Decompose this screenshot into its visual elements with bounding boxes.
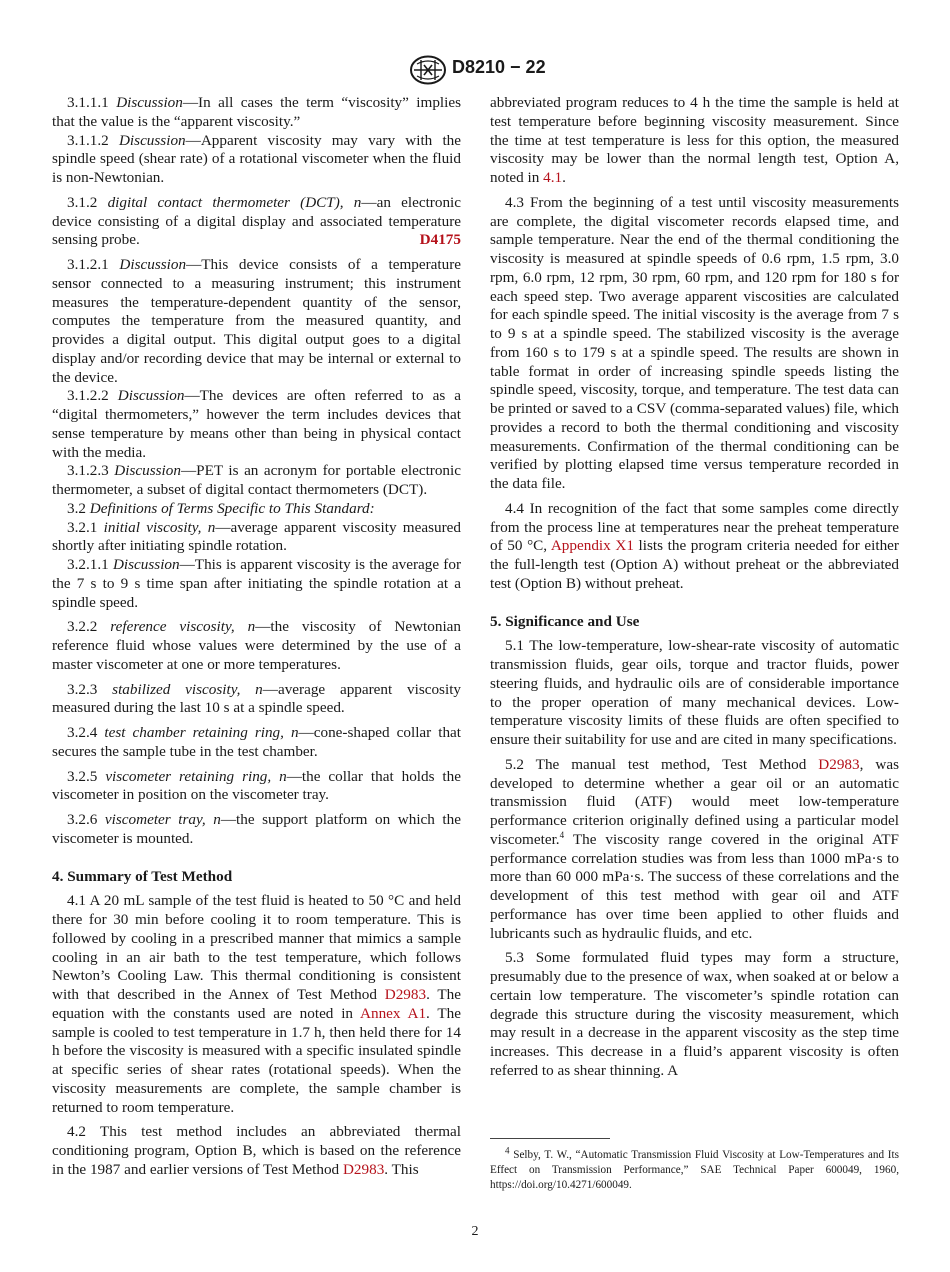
para-4-4: 4.4 In recognition of the fact that some samples come directly from the process line at temperatures near the preheat temperature of 50 °C, Appendix X1 lists the program criteria needed for either the full-length test (Option A) without preheat or the abbreviated test (Option B) without preheat. [490, 499, 899, 592]
para-3-2-4: 3.2.4 test chamber retaining ring, n—cone-shaped collar that secures the sample tube in the test chamber. [52, 724, 462, 760]
para-5-1: 5.1 The low-temperature, low-shear-rate viscosity of automatic transmission fluids, gear oils, torque and tractor fluids, power steering fluids, and hydraulic oils are of considerable importance to the proper operation of many mechanical devices. Low-temperature viscosity limits of these fluids are often specified to ensure their suitability for use and are cited in many specifications. [490, 637, 899, 748]
ref-link-d4175[interactable]: D4175 [419, 231, 461, 249]
ref-link-4-1[interactable]: 4.1 [543, 169, 563, 186]
para-4-2-continued: abbreviated program reduces to 4 h the time the sample is held at test temperature before beginning viscosity measurement. Since the time at test temperature is less for this option, the measured viscosity may be lower than the normal length test, Option A, noted in 4.1. [490, 94, 899, 186]
ref-link-appendix-x1[interactable]: Appendix X1 [550, 537, 634, 555]
footnote-marker[interactable]: 4 [559, 829, 565, 840]
page-number: 2 [471, 1224, 479, 1239]
right-column [490, 94, 899, 1081]
para-5-3: 5.3 Some formulated fluid types may form a structure, presumably due to the presence of wax, when soaked at or below a certain low temperature. The viscometer’s spindle rotation can degrade this structure during the viscosity measurement, which may result in a decrease in the apparent viscosity as the step time increases. This decrease in a fluid’s apparent viscosity is often referred to as shear thinning. A [490, 949, 899, 1079]
para-3-2-6: 3.2.6 viscometer tray, n—the support platform on which the viscometer is mounted. [52, 811, 461, 847]
standard-designation: D8210 − 22 [452, 57, 546, 77]
footnote-divider [490, 1138, 610, 1139]
para-4-3: 4.3 From the beginning of a test until viscosity measurements are complete, the digital viscometer records elapsed time, and sample temperature. Near the end of the thermal conditioning the viscosity is measured at spindle speeds of 0.6 rpm, 1.5 rpm, 3.0 rpm, 6.0 rpm, 12 rpm, 30 rpm, 60 rpm, and 120 rpm for 180 s for each speed step. Two average apparent viscosities are calculated for each spindle speed. The initial viscosity is the average from 7 s to 9 s at a spindle speed. The stabilized viscosity is the average from 160 s to 179 s at a spindle speed. The results are shown in table format in order of increasing spindle speeds listing the spindle speed, viscosity, torque, and temperature. The test data can be printed or saved to a CSV (comma-separated values) file, which provides a record to both the thermal conditioning and viscosity measurements. Confirmation of the thermal conditioning can be verified by plotting elapsed time versus temperature recorded in the data file. [490, 193, 899, 492]
para-3-1-1-2: 3.1.1.2 Discussion—Apparent viscosity may vary with the spindle speed (shear rate) of a rotational viscometer when the fluid is non-Newtonian. [52, 131, 462, 186]
section-4-heading: 4. Summary of Test Method [52, 867, 233, 885]
para-3-1-2-1: 3.1.2.1 Discussion—This device consists of a temperature sensor connected to a measuring instrument; this instrument measures the temperature-dependent quantity of the sensor, computes the temperature from the measured quantity, and provides a digital output. This digital output goes to a digital display and/or recording device that may be internal or external to the device. [52, 256, 462, 386]
para-3-1-2: 3.1.2 digital contact thermometer (DCT), n—an electronic device consisting of a digital display and associated temperature sensing probe. D4175 [52, 193, 461, 249]
para-4-2-start: 4.2 This test method includes an abbreviated thermal conditioning program, Option B, which is based on the reference in the 1987 and earlier versions of Test Method D2983. This [52, 1123, 461, 1178]
ref-link-d2983[interactable]: D2983 [384, 986, 427, 1003]
para-3-2-2: 3.2.2 reference viscosity, n—the viscosity of Newtonian reference fluid whose values were determined by the use of a master viscometer at one or more temperatures. [52, 618, 461, 673]
para-3-2-3: 3.2.3 stabilized viscosity, n—average apparent viscosity measured during the last 10 s at a spindle speed. [52, 680, 462, 717]
ref-link-d2983[interactable]: D2983 [342, 1160, 385, 1178]
para-3-1-1-1: 3.1.1.1 Discussion—In all cases the term “viscosity” implies that the value is the “apparent viscosity.” [52, 94, 461, 130]
para-3-1-2-2: 3.1.2.2 Discussion—The devices are often referred to as a “digital thermometers,” however the term includes devices that sense temperature by means other than being in physical contact with the media. [52, 387, 461, 461]
para-4-2-dot: . This [384, 1160, 419, 1178]
ref-link-d2983[interactable]: D2983 [818, 755, 860, 773]
ref-link-annex-a1[interactable]: Annex A1 [360, 1004, 427, 1022]
para-3-2: 3.2 Definitions of Terms Specific to This Standard: [67, 499, 375, 517]
para-4-1: 4.1 A 20 mL sample of the test fluid is heated to 50 °C and held there for 30 min before cooling it to room temperature. This is followed by cooling in a prescribed manner that mimics a sample cooling in an air bath to the test temperature, which follows Newton’s Cooling Law. This thermal conditioning is consistent with that described in the Annex of Test Method D2983. The equation with the constants used are noted in Annex A1. The sample is cooled to test temperature in 1.7 h, then held there for 14 h before the viscosity is measured with a specific insulated spindle at specific series of shear rates (rotational speeds). When the viscosity measurements are complete, the sample chamber is returned to room temperature. [52, 892, 461, 1116]
para-3-2-5: 3.2.5 viscometer retaining ring, n—the collar that holds the viscometer in position on the viscometer tray. [52, 767, 461, 804]
footnote-4: $^4$ Selby, T. W., “Automatic Transmission Fluid Viscosity at Low-Temperatures and Its Effect on Transmission Performance,” SAE Technical Paper 600049, 1960, https://doi.org/10.4271/600049. [490, 1145, 899, 1191]
section-5-heading: 5. Significance and Use [490, 612, 640, 630]
para-4-2-b: abbreviated program reduces to 4 h the time the sample is held at test temperature before beginning viscosity measurement. Since the time at test temperature is less for this option, the measured viscosity may be lower than the normal length test, Option A, noted in [490, 94, 899, 186]
para-3-2-1-1: 3.2.1.1 Discussion—This is apparent viscosity is the average for the 7 s to 9 s time span after initiating the spindle rotation at a spindle speed. [52, 556, 462, 611]
para-3-2-1: 3.2.1 initial viscosity, n—average apparent viscosity measured shortly after initiating spindle rotation. [52, 518, 462, 555]
para-5-2: 5.2 The manual test method, Test Method D2983, was developed to determine whether a gear oil or an automatic transmission fluid (ATF) would meet low-temperature performance criterion originally defined using a particular model viscometer.$^4$ The viscosity range covered in the original ATF performance correlation studies was from less than 1000 mPa·s to more than 60 000 mPa·s. The success of these correlations and the development of this test method with gear oil and ATF performance has over time been applied to other fluids and lubricants such as hydraulic fluids, and etc. [490, 755, 899, 942]
astm-logo-icon [409, 55, 447, 85]
left-column [52, 94, 461, 1180]
page-header [0, 55, 950, 87]
para-3-1-2-3: 3.1.2.3 Discussion—PET is an acronym for portable electronic thermometer, a subset of digital contact thermometers (DCT). [52, 462, 461, 498]
